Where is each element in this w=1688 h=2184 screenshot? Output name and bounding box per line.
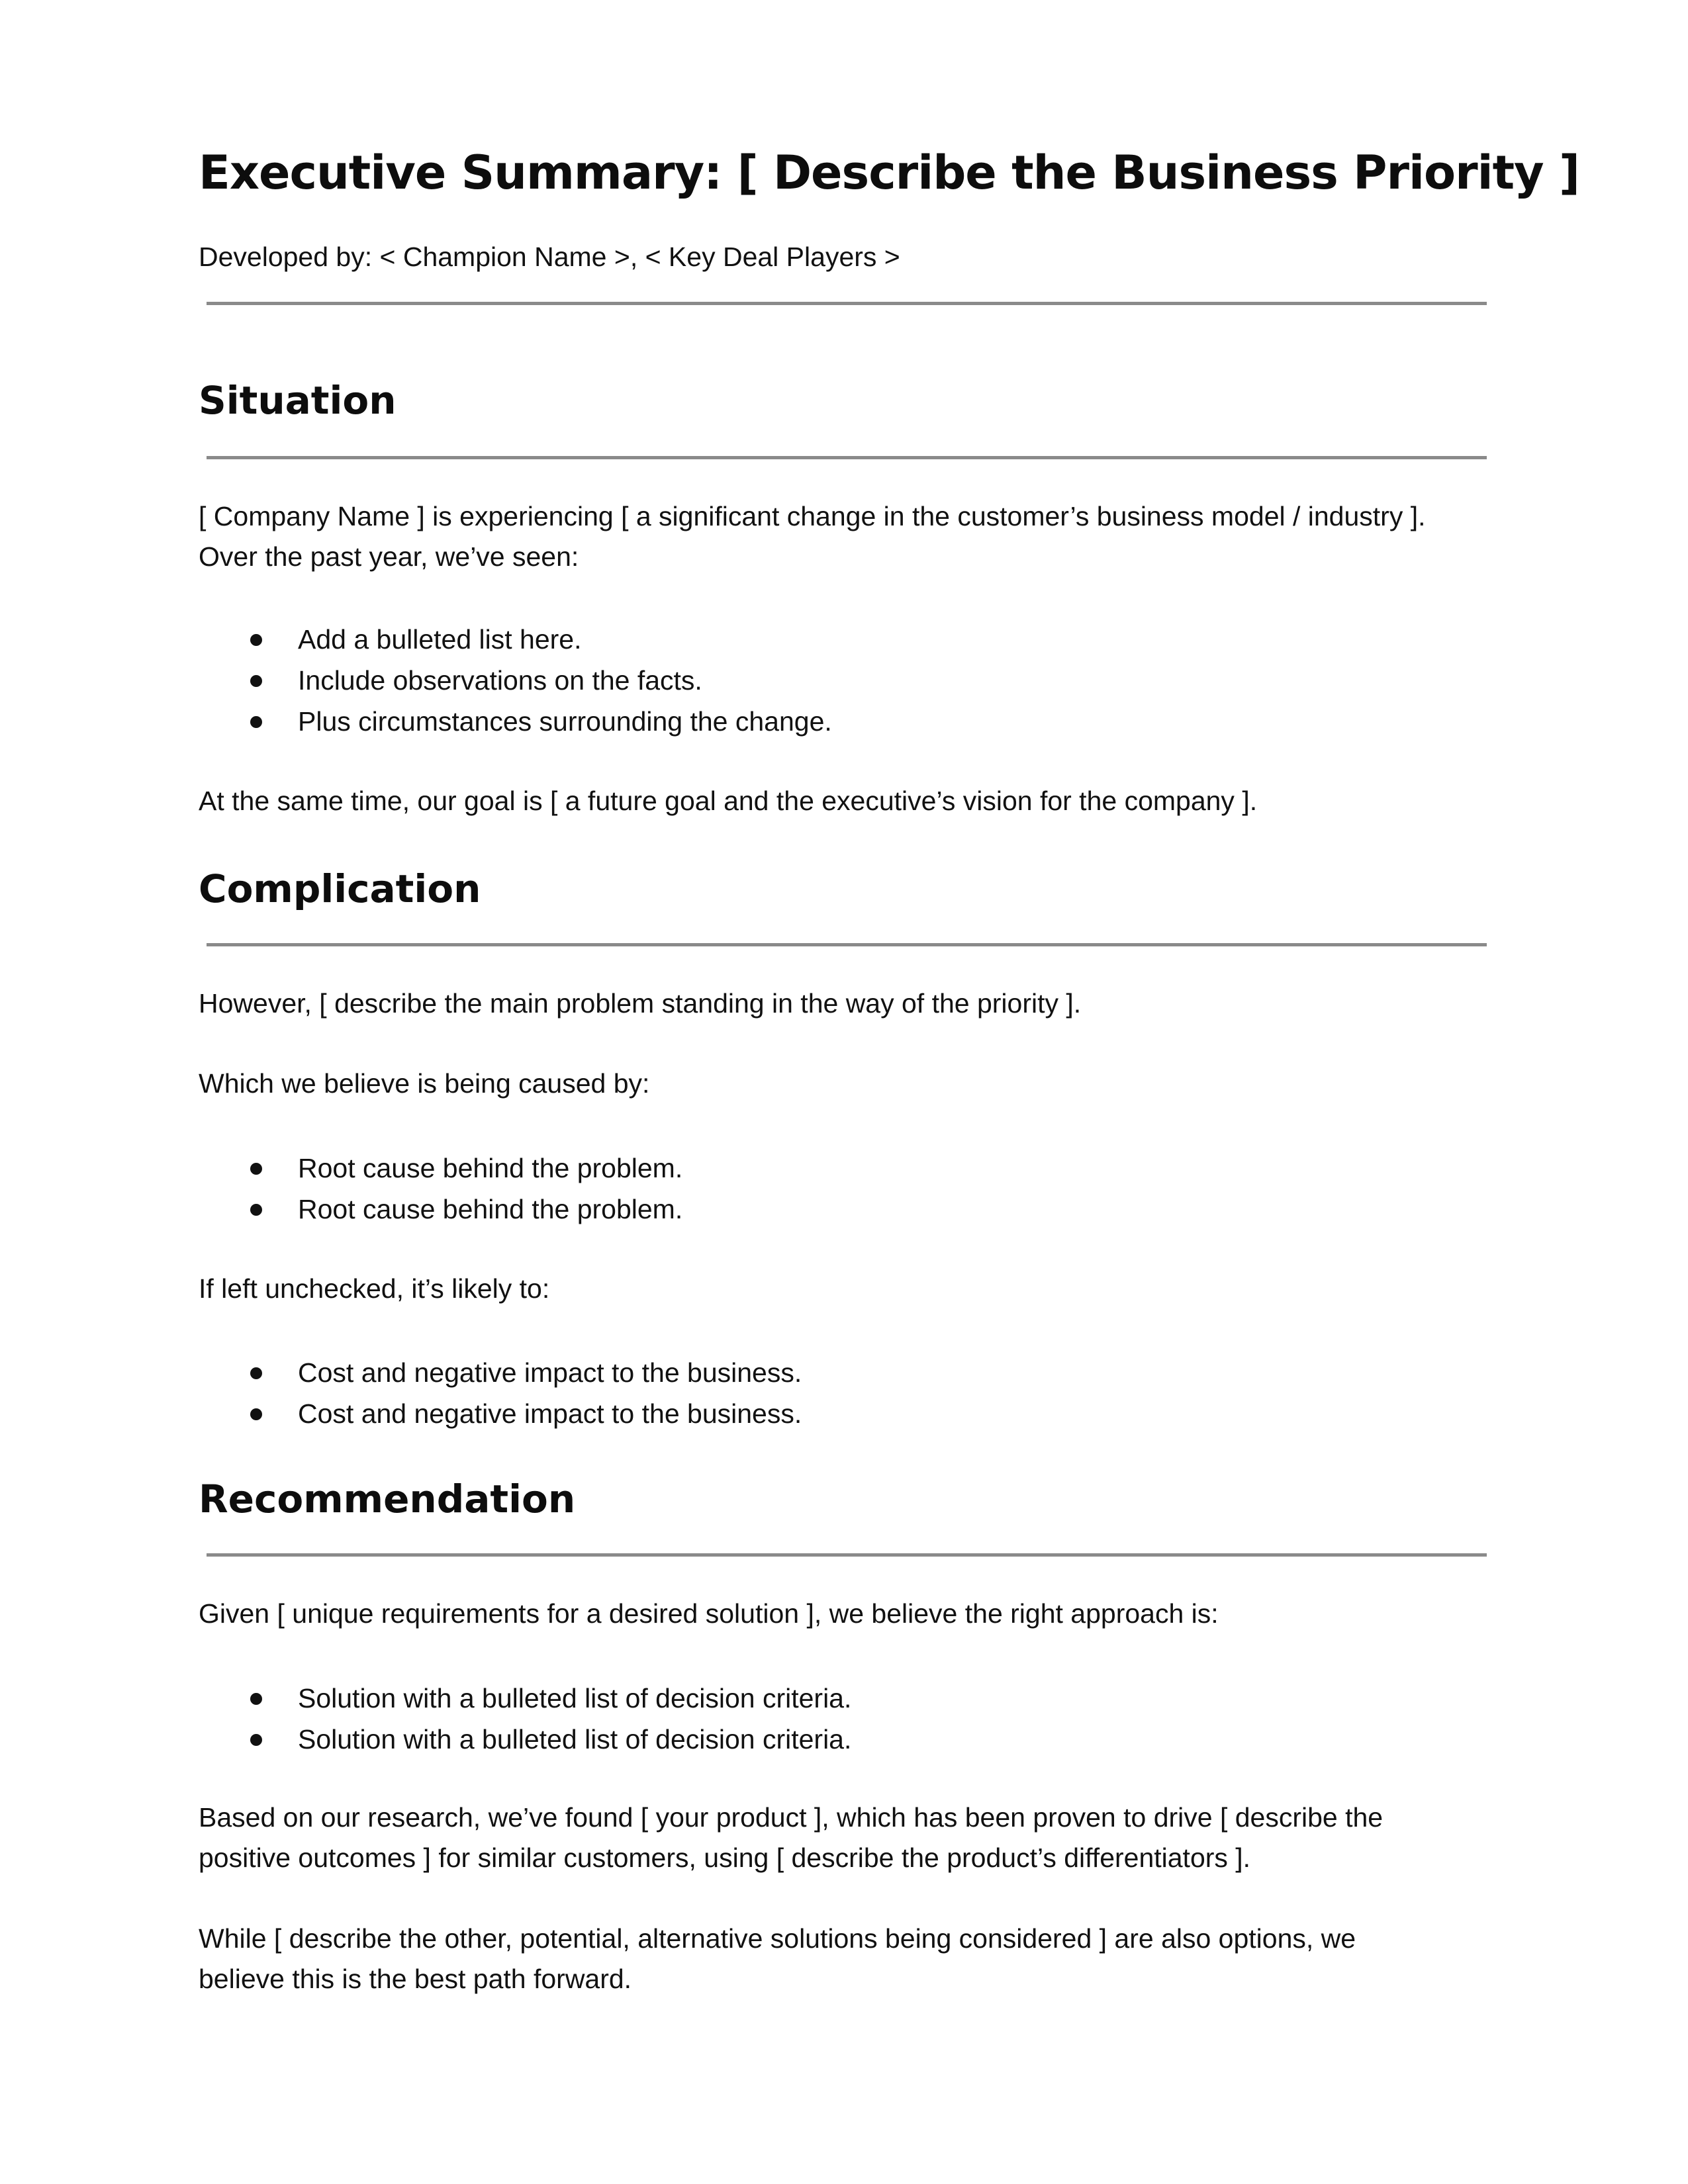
bullet-icon xyxy=(250,1408,262,1420)
situation-goal: At the same time, our goal is [ a future goal and the executive’s vision for the company ]. xyxy=(199,786,1258,816)
list-item: Solution with a bulleted list of decision criteria. xyxy=(199,1719,851,1760)
bullet-icon xyxy=(250,1163,262,1175)
list-item: Solution with a bulleted list of decision criteria. xyxy=(199,1678,851,1719)
byline: Developed by: < Champion Name >, < Key Deal Players > xyxy=(199,242,900,272)
complication-caused-by: Which we believe is being caused by: xyxy=(199,1068,650,1099)
bullet-icon xyxy=(250,716,262,728)
divider xyxy=(207,456,1487,459)
situation-intro-line: [ Company Name ] is experiencing [ a significant change in the customer’s business model / industry ]. xyxy=(199,501,1426,531)
recommendation-research xyxy=(199,1797,1383,1878)
bullet-icon xyxy=(250,1204,262,1216)
recommendation-heading: Recommendation xyxy=(199,1477,576,1522)
bullet-icon xyxy=(250,634,262,646)
divider xyxy=(207,943,1487,946)
complication-unchecked: If left unchecked, it’s likely to: xyxy=(199,1273,550,1304)
document-title: Executive Summary: [ Describe the Business Priority ] xyxy=(199,146,1580,200)
recommendation-alternatives-line: believe this is the best path forward. xyxy=(199,1964,632,1994)
recommendation-given: Given [ unique requirements for a desired solution ], we believe the right approach is: xyxy=(199,1598,1219,1629)
complication-heading: Complication xyxy=(199,866,481,911)
recommendation-research-line: Based on our research, we’ve found [ your product ], which has been proven to drive [ describe the xyxy=(199,1802,1383,1833)
recommendation-alternatives xyxy=(199,1919,1356,1999)
list-item: Cost and negative impact to the business. xyxy=(199,1352,802,1393)
cause-bullet-list xyxy=(199,1148,682,1230)
recommendation-research-line: positive outcomes ] for similar customers, using [ describe the product’s differentiators ]. xyxy=(199,1843,1251,1873)
bullet-icon xyxy=(250,1693,262,1705)
situation-intro-line: Over the past year, we’ve seen: xyxy=(199,541,579,572)
bullet-icon xyxy=(250,675,262,687)
list-item: Root cause behind the problem. xyxy=(199,1189,682,1230)
list-item: Plus circumstances surrounding the change. xyxy=(199,701,832,742)
list-item: Add a bulleted list here. xyxy=(199,619,832,660)
bullet-icon xyxy=(250,1367,262,1379)
situation-bullet-list xyxy=(199,619,832,742)
impact-bullet-list xyxy=(199,1352,802,1434)
list-item: Include observations on the facts. xyxy=(199,660,832,701)
situation-heading: Situation xyxy=(199,378,397,423)
situation-intro xyxy=(199,496,1426,577)
divider xyxy=(207,1553,1487,1557)
list-item: Cost and negative impact to the business. xyxy=(199,1393,802,1434)
complication-problem: However, [ describe the main problem standing in the way of the priority ]. xyxy=(199,988,1082,1019)
bullet-icon xyxy=(250,1734,262,1746)
divider xyxy=(207,302,1487,305)
recommendation-alternatives-line: While [ describe the other, potential, alternative solutions being considered ] are also options, we xyxy=(199,1923,1356,1954)
solution-bullet-list xyxy=(199,1678,851,1760)
list-item: Root cause behind the problem. xyxy=(199,1148,682,1189)
